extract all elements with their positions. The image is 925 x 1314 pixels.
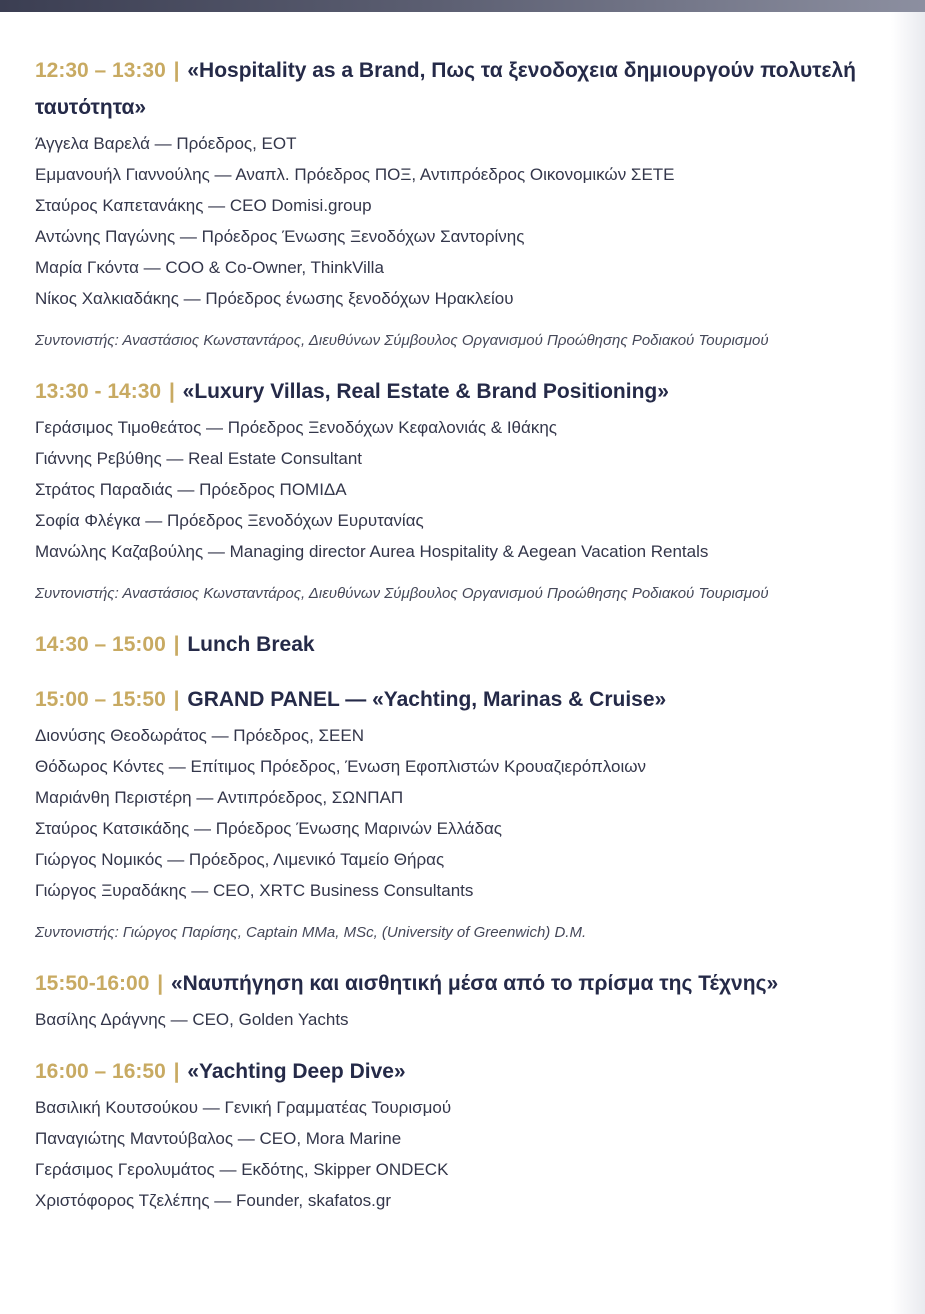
speaker-entry: Άγγελα Βαρελά — Πρόεδρος, ΕΟΤ <box>35 134 297 153</box>
speaker-list <box>35 1092 895 1216</box>
speaker-entry: Σοφία Φλέγκα — Πρόεδρος Ξενοδόχων Ευρυτανίας <box>35 511 424 530</box>
speaker-entry: Αντώνης Παγώνης — Πρόεδρος Ένωσης Ξενοδόχων Σαντορίνης <box>35 227 525 246</box>
agenda-session <box>35 52 895 355</box>
session-heading <box>35 1053 895 1090</box>
top-decorative-bar <box>0 0 925 12</box>
session-title: «Yachting Deep Dive» <box>187 1060 406 1083</box>
speaker-entry: Νίκος Χαλκιαδάκης — Πρόεδρος ένωσης ξενοδόχων Ηρακλείου <box>35 289 514 308</box>
session-time: 14:30 – 15:00 <box>35 633 166 656</box>
speaker-entry: Διονύσης Θεοδωράτος — Πρόεδρος, ΣΕΕΝ <box>35 726 364 745</box>
session-separator: | <box>168 380 175 403</box>
speaker-list <box>35 1004 895 1035</box>
speaker-entry: Χριστόφορος Τζελέπης — Founder, skafatos.gr <box>35 1191 391 1210</box>
session-title: GRAND PANEL — «Yachting, Marinas & Cruise» <box>187 688 667 711</box>
session-separator: | <box>173 688 180 711</box>
speaker-entry: Στράτος Παραδιάς — Πρόεδρος ΠΟΜΙΔΑ <box>35 480 347 499</box>
agenda <box>35 52 895 1234</box>
speaker-entry: Σταύρος Καπετανάκης — CEO Domisi.group <box>35 196 372 215</box>
speaker-entry: Παναγιώτης Μαντούβαλος — CEO, Mora Marine <box>35 1129 402 1148</box>
session-separator: | <box>157 972 164 995</box>
agenda-session <box>35 965 895 1035</box>
session-separator: | <box>173 59 180 82</box>
session-title: «Ναυπήγηση και αισθητική μέσα από το πρίσμα της Τέχνης» <box>171 972 779 995</box>
session-moderator: Συντονιστής: Αναστάσιος Κωνσταντάρος, Διευθύνων Σύμβουλος Οργανισμού Προώθησης Ροδιακού Τουρισμού <box>35 585 769 602</box>
agenda-session <box>35 373 895 608</box>
session-heading <box>35 52 895 126</box>
speaker-entry: Σταύρος Κατσικάδης — Πρόεδρος Ένωσης Μαρινών Ελλάδας <box>35 819 502 838</box>
speaker-entry: Θόδωρος Κόντες — Επίτιμος Πρόεδρος, Ένωση Εφοπλιστών Κρουαζιερόπλοιων <box>35 757 646 776</box>
session-heading <box>35 681 895 718</box>
session-title: «Luxury Villas, Real Estate & Brand Positioning» <box>182 380 669 403</box>
speaker-entry: Γεράσιμος Τιμοθεάτος — Πρόεδρος Ξενοδόχων Κεφαλονιάς & Ιθάκης <box>35 418 557 437</box>
speaker-list <box>35 128 895 314</box>
speaker-entry: Μαριάνθη Περιστέρη — Αντιπρόεδρος, ΣΩΝΠΑΠ <box>35 788 404 807</box>
speaker-entry: Μανώλης Καζαβούλης — Managing director Aurea Hospitality & Aegean Vacation Rentals <box>35 542 709 561</box>
agenda-session <box>35 626 895 663</box>
session-title: «Hospitality as a Brand, Πως τα ξενοδοχεια δημιουργούν πολυτελή ταυτότητα» <box>35 59 857 119</box>
speaker-entry: Γεράσιμος Γερολυμάτος — Εκδότης, Skipper ONDECK <box>35 1160 449 1179</box>
session-time: 13:30 - 14:30 <box>35 380 162 403</box>
speaker-entry: Γιώργος Ξυραδάκης — CEO, XRTC Business Consultants <box>35 881 474 900</box>
session-separator: | <box>173 633 180 656</box>
right-edge-shade <box>891 12 925 1314</box>
speaker-entry: Εμμανουήλ Γιαννούλης — Αναπλ. Πρόεδρος ΠΟΞ, Αντιπρόεδρος Οικονομικών ΣΕΤΕ <box>35 165 675 184</box>
session-moderator: Συντονιστής: Αναστάσιος Κωνσταντάρος, Διευθύνων Σύμβουλος Οργανισμού Προώθησης Ροδιακού Τουρισμού <box>35 332 769 349</box>
session-title: Lunch Break <box>187 633 315 656</box>
session-heading <box>35 626 895 663</box>
speaker-list <box>35 720 895 906</box>
session-time: 15:00 – 15:50 <box>35 688 166 711</box>
session-time: 16:00 – 16:50 <box>35 1060 166 1083</box>
agenda-session <box>35 1053 895 1216</box>
speaker-entry: Μαρία Γκόντα — COO & Co-Owner, ThinkVilla <box>35 258 384 277</box>
session-time: 12:30 – 13:30 <box>35 59 166 82</box>
speaker-list <box>35 412 895 567</box>
session-moderator: Συντονιστής: Γιώργος Παρίσης, Captain MMa, MSc, (University of Greenwich) D.M. <box>35 924 587 941</box>
session-heading <box>35 373 895 410</box>
agenda-session <box>35 681 895 947</box>
speaker-entry: Γιάννης Ρεβύθης — Real Estate Consultant <box>35 449 363 468</box>
session-heading <box>35 965 895 1002</box>
session-time: 15:50-16:00 <box>35 972 150 995</box>
session-separator: | <box>173 1060 180 1083</box>
speaker-entry: Γιώργος Νομικός — Πρόεδρος, Λιμενικό Ταμείο Θήρας <box>35 850 445 869</box>
speaker-entry: Βασιλική Κουτσούκου — Γενική Γραμματέας Τουρισμού <box>35 1098 452 1117</box>
speaker-entry: Βασίλης Δράγνης — CEO, Golden Yachts <box>35 1010 349 1029</box>
